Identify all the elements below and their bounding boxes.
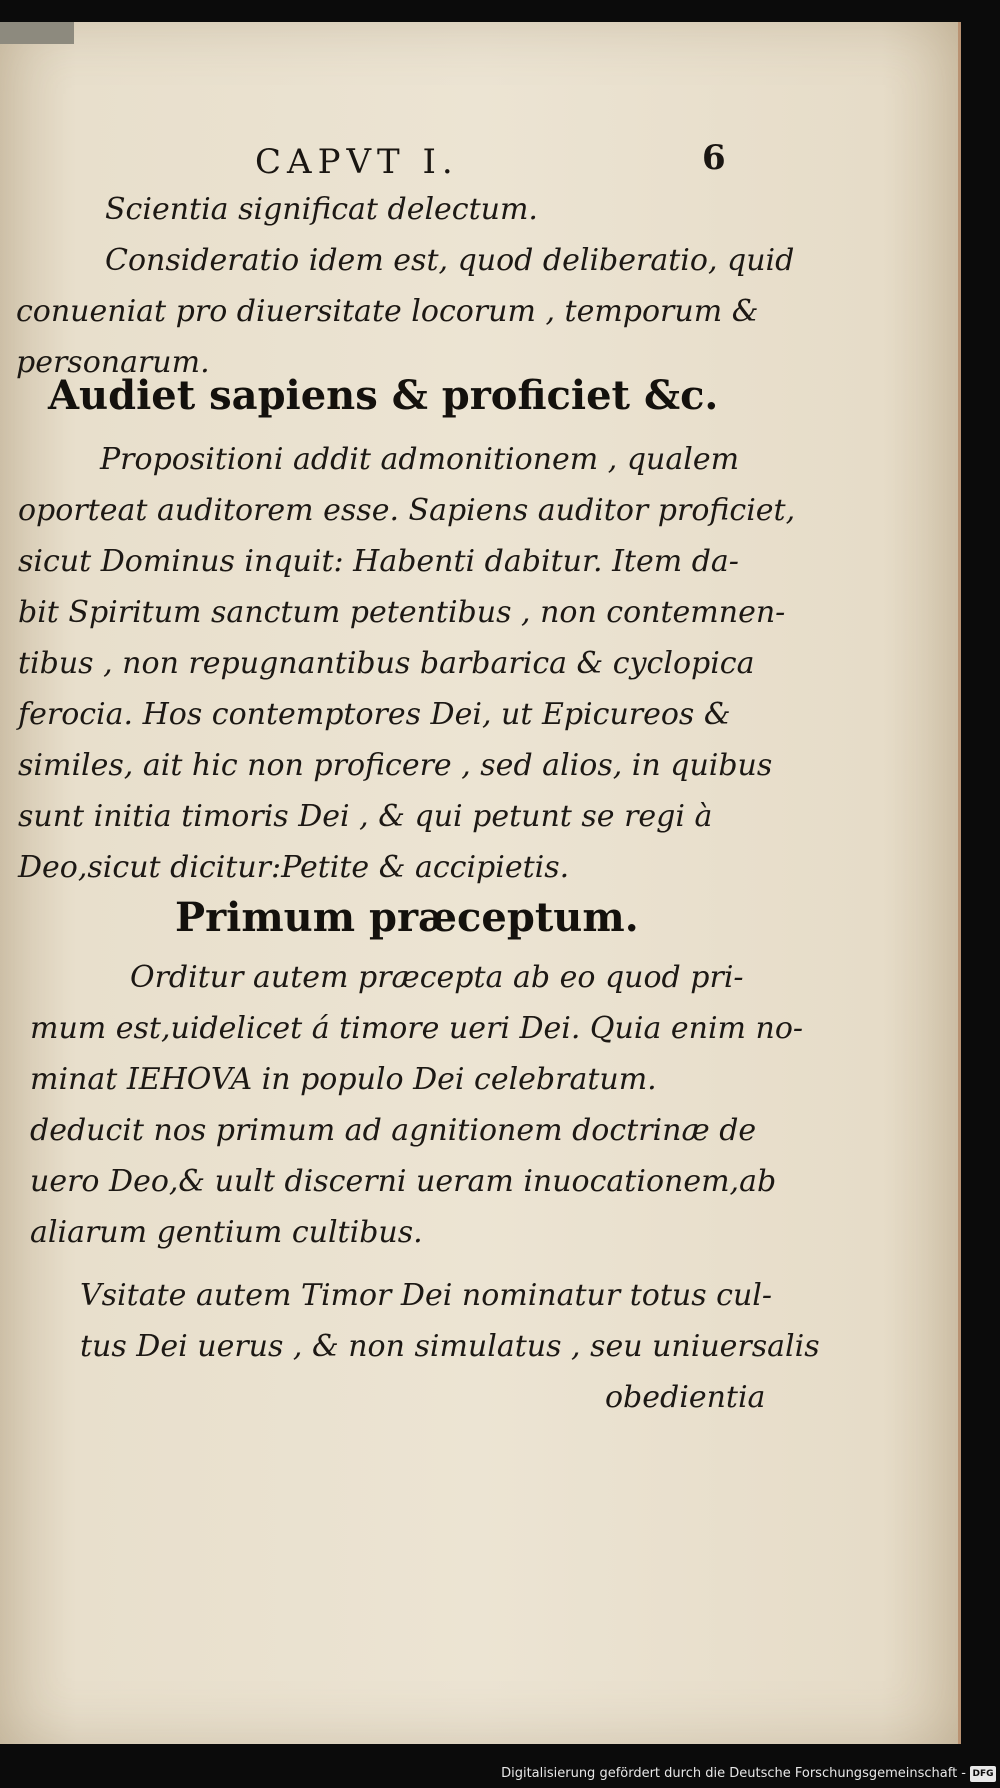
section-heading-audiet: Audiet sapiens & proficiet &c. — [48, 372, 719, 419]
text-line: Vsitate autem Timor Dei nominatur totus cul- — [80, 1278, 773, 1313]
text-line: oporteat auditorem esse. Sapiens auditor proficiet, — [18, 493, 796, 528]
catchword: obedientia — [605, 1380, 766, 1415]
scan-edge-tab — [0, 22, 74, 44]
text-line: ferocia. Hos contemptores Dei, ut Epicureos & — [18, 697, 731, 732]
text-line: personarum. — [16, 345, 210, 380]
text-line: conueniat pro diuersitate locorum , temporum & — [16, 294, 759, 329]
funding-credit: Digitalisierung gefördert durch die Deutsche Forschungsgemeinschaft - — [501, 1766, 966, 1781]
text-line: tibus , non repugnantibus barbarica & cyclopica — [18, 646, 755, 681]
text-line: tus Dei uerus , & non simulatus , seu uniuersalis — [80, 1329, 820, 1364]
text-line: aliarum gentium cultibus. — [30, 1215, 423, 1250]
text-line: sunt initia timoris Dei , & qui petunt se regi à — [18, 799, 713, 834]
text-line: mum est,uidelicet á timore ueri Dei. Quia enim no- — [30, 1011, 804, 1046]
paragraph-timor-dei — [80, 1270, 820, 1423]
text-line: Deo,sicut dicitur:Petite & accipietis. — [18, 850, 570, 885]
dfg-logo: DFG — [970, 1766, 996, 1782]
text-line: sicut Dominus inquit: Habenti dabitur. Item da- — [18, 544, 739, 579]
text-line: Consideratio idem est, quod deliberatio, quid — [105, 243, 795, 278]
chapter-title: CAPVT I. — [255, 142, 459, 182]
text-line: deducit nos primum ad agnitionem doctrinæ de — [30, 1113, 757, 1148]
text-line: Scientia significat delectum. — [105, 192, 538, 227]
text-line: Propositioni addit admonitionem , qualem — [100, 442, 740, 477]
text-line: minat IEHOVA in populo Dei celebratum. — [30, 1062, 657, 1097]
text-line: similes, ait hic non proficere , sed alios, in quibus — [18, 748, 773, 783]
page-number: 6 — [702, 138, 726, 178]
text-line: uero Deo,& uult discerni ueram inuocationem,ab — [30, 1164, 777, 1199]
section-heading-primum-praeceptum: Primum præceptum. — [175, 894, 639, 941]
text-line: Orditur autem præcepta ab eo quod pri- — [130, 960, 744, 995]
digitization-footer — [0, 1762, 1000, 1788]
book-page — [0, 22, 961, 1744]
paragraph-definitions — [16, 184, 795, 388]
paragraph-primum-praeceptum — [30, 952, 803, 1258]
paragraph-audiet — [18, 434, 795, 893]
text-line: bit Spiritum sanctum petentibus , non contemnen- — [18, 595, 786, 630]
